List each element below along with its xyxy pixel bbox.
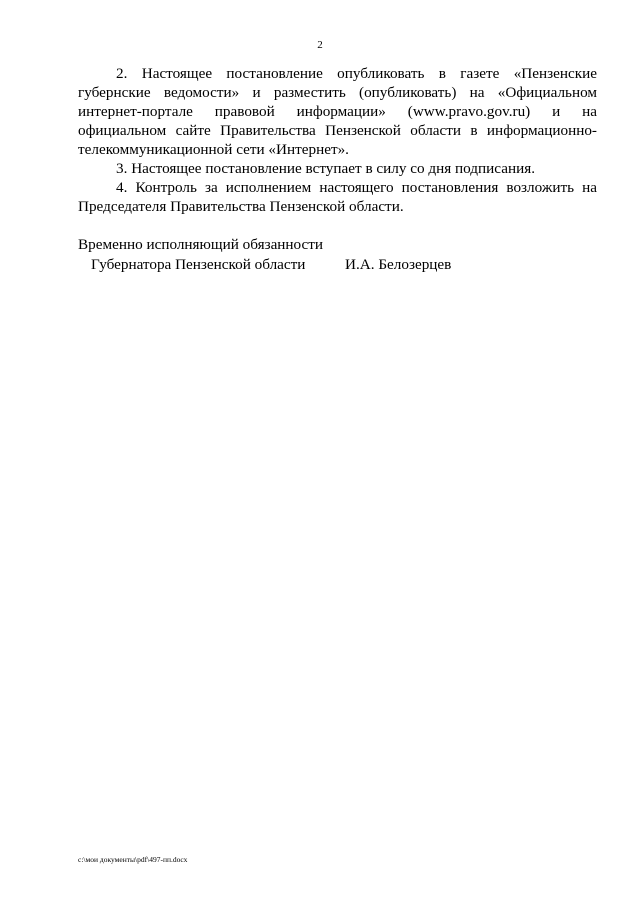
footer-file-path: c:\мои документы\pdf\497-пп.docx (78, 855, 188, 864)
document-body (78, 64, 597, 216)
paragraph-3-effective-date: 3. Настоящее постановление вступает в силу со дня подписания. (116, 160, 535, 177)
signature-block (78, 235, 597, 275)
signatory-title-line2: Губернатора Пензенской области (91, 256, 306, 273)
signatory-title-line1: Временно исполняющий обязанности (78, 236, 324, 253)
paragraph-2-publication: 2. Настоящее постановление опубликовать в газете «Пензенские губернские ведомости» и разместить (опубликовать) на «Официальном интернет-портале правовой информации» (www.pravo.gov.ru) и на официальном сайте Правительства Пензенской области в информационно-телекоммуникационной сети «Интернет». (78, 65, 597, 158)
page-number: 2 (317, 39, 323, 51)
paragraph-4-control: 4. Контроль за исполнением настоящего постановления возложить на Председателя Правительства Пензенской области. (78, 179, 597, 215)
signatory-line2 (78, 255, 597, 275)
signatory-name: И.А. Белозерцев (345, 256, 452, 273)
